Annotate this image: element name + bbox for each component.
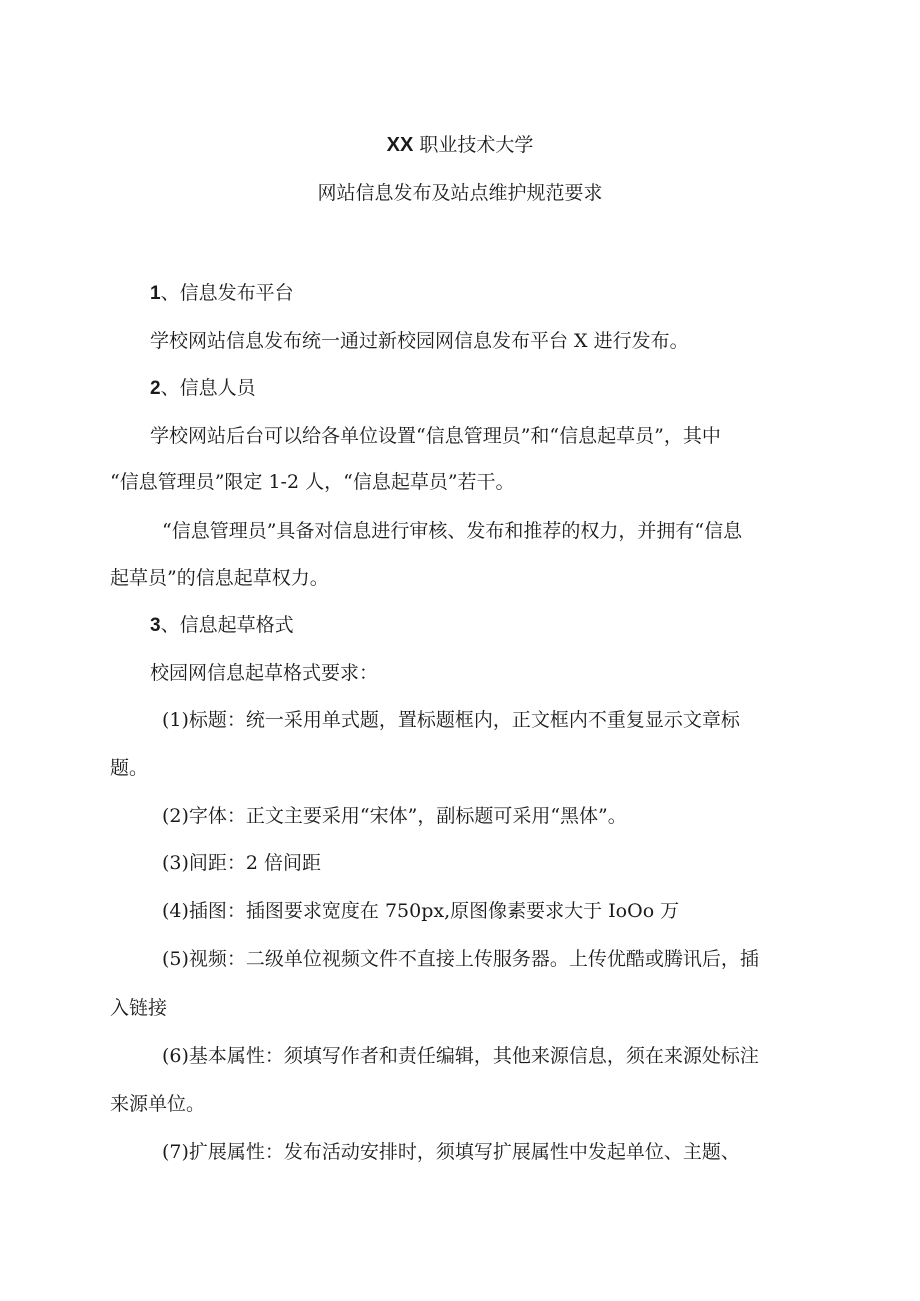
section-3-number: 3	[150, 615, 161, 636]
document-subtitle: 网站信息发布及站点维护规范要求	[317, 182, 603, 204]
document-title	[0, 132, 920, 158]
section-2-paragraph-2-line-2: 起草员”的信息起草权力。	[110, 567, 329, 589]
format-item-2: (2)字体：正文主要采用“宋体”，副标题可采用“黑体”。	[162, 805, 627, 827]
format-item-5-line-2: 入链接	[110, 997, 168, 1019]
title-main: 职业技术大学	[419, 134, 534, 156]
section-3-heading	[150, 612, 294, 639]
section-2-paragraph-2-line-1: “信息管理员”具备对信息进行审核、发布和推荐的权力，并拥有“信息	[162, 520, 743, 542]
format-item-3: (3)间距：2 倍间距	[162, 852, 322, 874]
format-item-6-line-1: (6)基本属性：须填写作者和责任编辑，其他来源信息，须在来源处标注	[162, 1045, 759, 1067]
section-2-paragraph-1-line-1: 学校网站后台可以给各单位设置“信息管理员”和“信息起草员”，其中	[150, 425, 721, 447]
format-item-4: (4)插图：插图要求宽度在 750px,原图像素要求大于 IoOo 万	[162, 900, 680, 922]
section-1-heading	[150, 280, 294, 307]
section-3-intro: 校园网信息起草格式要求：	[150, 662, 379, 684]
section-2-number: 2	[150, 378, 161, 399]
format-item-1-line-1: (1)标题：统一采用单式题，置标题框内，正文框内不重复显示文章标	[162, 709, 740, 731]
format-item-1-line-2: 题。	[110, 757, 149, 779]
section-2-heading	[150, 375, 256, 402]
section-1-number: 1	[150, 283, 161, 304]
title-prefix: XX	[386, 134, 414, 156]
section-2-heading-text: 、信息人员	[160, 377, 256, 399]
format-item-7-line-1: (7)扩展属性：发布活动安排时，须填写扩展属性中发起单位、主题、	[162, 1141, 740, 1163]
section-3-heading-text: 、信息起草格式	[160, 614, 294, 636]
section-1-heading-text: 、信息发布平台	[160, 282, 294, 304]
section-1-paragraph-1: 学校网站信息发布统一通过新校园网信息发布平台 X 进行发布。	[150, 330, 689, 352]
section-2-paragraph-1-line-2: “信息管理员”限定 1-2 人，“信息起草员”若干。	[110, 471, 515, 493]
format-item-6-line-2: 来源单位。	[110, 1093, 206, 1115]
format-item-5-line-1: (5)视频：二级单位视频文件不直接上传服务器。上传优酷或腾讯后，插	[162, 948, 759, 970]
